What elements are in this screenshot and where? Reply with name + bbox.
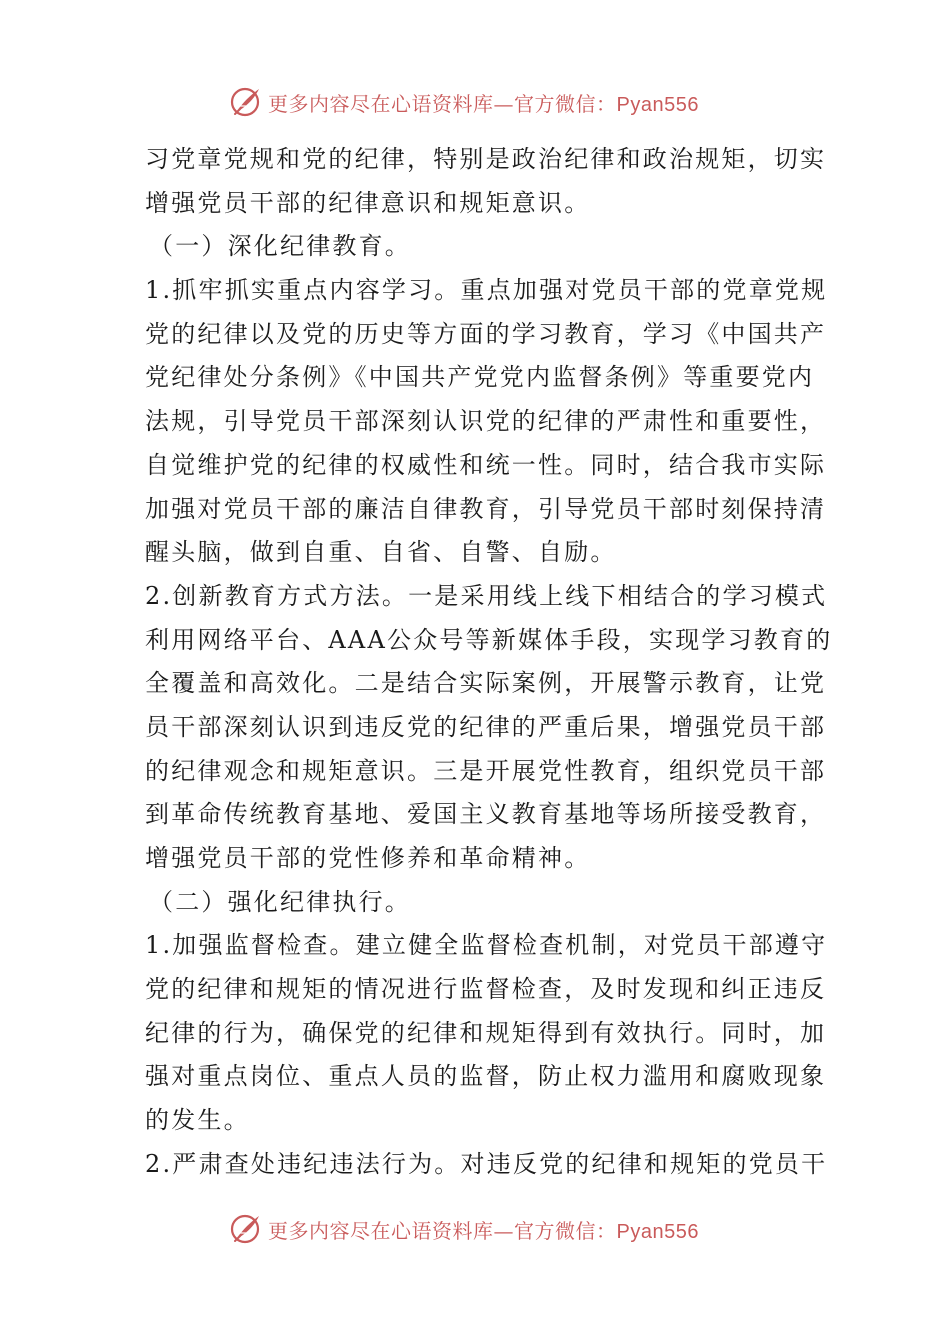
text-line: 全覆盖和高效化。二是结合实际案例，开展警示教育，让党 <box>145 669 827 698</box>
text-line: 1.抓牢抓实重点内容学习。重点加强对党员干部的党章党规 <box>145 276 828 305</box>
text-line: 纪律的行为，确保党的纪律和规矩得到有效执行。同时，加 <box>145 1018 827 1047</box>
section-heading: （一）深化纪律教育。 <box>149 232 411 261</box>
wechat-id: Pyan556 <box>616 93 699 116</box>
text-line: 的纪律观念和规矩意识。三是开展党性教育，组织党员干部 <box>145 756 827 785</box>
text-line: 党的纪律和规矩的情况进行监督检查，及时发现和纠正违反 <box>145 975 827 1004</box>
wechat-id: Pyan556 <box>616 1220 699 1243</box>
text-line: 2.严肃查处违纪违法行为。对违反党的纪律和规矩的党员干 <box>145 1149 828 1178</box>
text-line: 强对重点岗位、重点人员的监督，防止权力滥用和腐败现象 <box>145 1062 827 1091</box>
quill-logo-icon <box>228 1211 264 1247</box>
text-line: 增强党员干部的党性修养和革命精神。 <box>145 844 591 872</box>
text-line: 党纪律处分条例》《中国共产党党内监督条例》等重要党内 <box>145 363 815 392</box>
text-line: 员干部深刻认识到违反党的纪律的严重后果，增强党员干部 <box>145 712 827 741</box>
text-line: 法规，引导党员干部深刻认识党的纪律的严肃性和重要性， <box>145 407 827 436</box>
text-line: 醒头脑，做到自重、自省、自警、自励。 <box>145 538 617 567</box>
text-line: 利用网络平台、AAA公众号等新媒体手段，实现学习教育的 <box>145 625 833 654</box>
text-line: 1.加强监督检查。建立健全监督检查机制，对党员干部遵守 <box>145 931 828 960</box>
banner-text: 更多内容尽在心语资料库—官方微信：Pyan556 <box>268 1218 699 1243</box>
text-line: 2.创新教育方式方法。一是采用线上线下相结合的学习模式 <box>145 581 828 610</box>
text-line: 党的纪律以及党的历史等方面的学习教育，学习《中国共产 <box>145 319 827 348</box>
text-line: 到革命传统教育基地、爱国主义教育基地等场所接受教育， <box>145 800 827 829</box>
section-heading: （二）强化纪律执行。 <box>149 887 411 916</box>
header-banner <box>228 82 748 122</box>
document-body <box>145 138 833 1187</box>
quill-logo-icon <box>228 84 264 120</box>
text-line: 自觉维护党的纪律的权威性和统一性。同时，结合我市实际 <box>145 450 827 479</box>
text-line: 的发生。 <box>145 1106 250 1135</box>
footer-banner <box>228 1209 748 1249</box>
text-line: 习党章党规和党的纪律，特别是政治纪律和政治规矩，切实 <box>145 145 827 173</box>
banner-text: 更多内容尽在心语资料库—官方微信：Pyan556 <box>268 91 699 116</box>
text-line: 加强对党员干部的廉洁自律教育，引导党员干部时刻保持清 <box>145 494 827 523</box>
text-line: 增强党员干部的纪律意识和规矩意识。 <box>145 188 591 217</box>
